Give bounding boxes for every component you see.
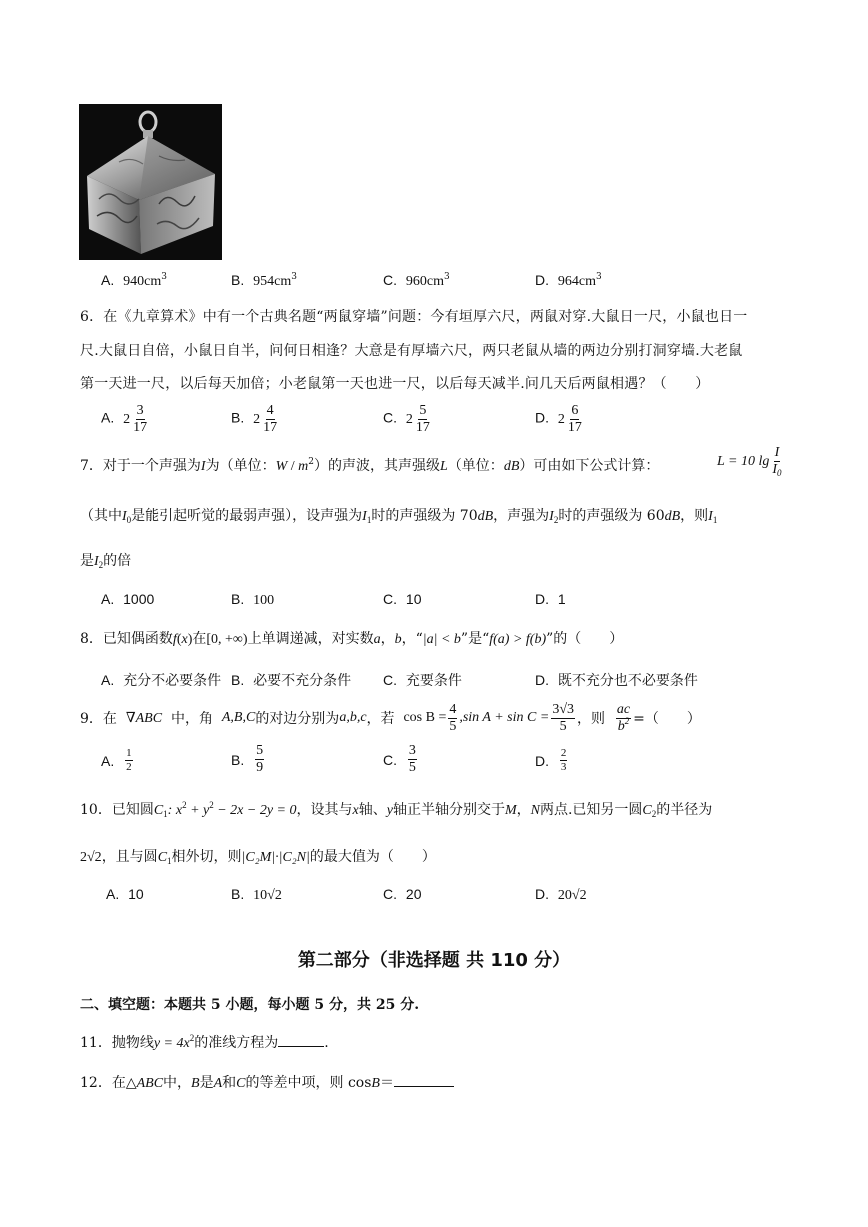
q6-option-b: B. 2 $\frac{4}{17}$: [231, 403, 278, 435]
q9-option-d: D. $\frac{2}{3}$: [535, 747, 567, 773]
q10-option-c: C. 20: [383, 886, 422, 902]
q9-option-a: A. $\frac{1}{2}$: [101, 747, 132, 773]
q5-option-a: A. $940cm^3$: [101, 272, 167, 289]
q9-option-c: C. $\frac{3}{5}$: [383, 743, 416, 775]
silver-box-photo: [79, 104, 222, 260]
q6-option-d: D. 2 $\frac{6}{17}$: [535, 403, 582, 435]
q6-line-2: 尺.大鼠日自倍，小鼠日自半，问何日相逢？大意是有厚墙六尺，两只老鼠从墙的两边分别打洞穿墙.大老鼠: [80, 343, 743, 359]
q7-option-d: D. 1: [535, 591, 566, 607]
q6-option-a: A. 2 $\frac{3}{17}$: [101, 403, 148, 435]
q9-option-b: B. $\frac{5}{9}$: [231, 743, 264, 775]
q12: 12．在△ABC中，B是A和C的等差中项，则 cosB＝: [80, 1072, 454, 1092]
q8-option-b: B. 必要不充分条件: [231, 672, 352, 689]
q7-line-1: 7．对于一个声强为I为（单位：W / $m^2$）的声波，其声强级L（单位：dB）可由如下公式计算：: [80, 457, 660, 474]
q7-option-a: A. 1000: [101, 591, 155, 607]
q7-line-2: （其中$I_0$是能引起听觉的最弱声强），设声强为$I_1$时的声强级为 70dB，声强为$I_2$时的声强级为 60dB，则$I_1$: [80, 508, 718, 525]
q10-line-1: 10．已知圆$C_1$: $x^2 + y^2 - 2x - 2y = 0$，设其与x轴、y轴正半轴分别交于M，N两点.已知另一圆$C_2$的半径为: [80, 800, 713, 819]
q8-option-a: A. 充分不必要条件: [101, 672, 222, 689]
q7-option-b: B. 100: [231, 591, 275, 608]
q5-option-c: C. $960cm^3$: [383, 272, 450, 289]
q9-stem: 9．在 ∇ABC 中，角 A,B,C 的对边分别为 a,b,c ，若 cos B = $\frac{4}{5}$ ,sin A + sin C = $\frac{3√3}{5}$ ，则 $\frac{ac}{b^2}$ =（ ）: [80, 701, 701, 734]
q10-option-b: B. 10√2: [231, 886, 282, 903]
q7-line-3: 是$I_2$的倍: [80, 553, 132, 570]
q8-option-d: D. 既不充分也不必要条件: [535, 672, 698, 689]
q8-stem: 8．已知偶函数f(x)在[0, +∞)上单调递减，对实数a，b，“|a| < b”是“f(a) > f(b)”的（ ）: [80, 631, 624, 647]
section-heading: 二、填空题：本题共 5 小题，每小题 5 分，共 25 分.: [80, 997, 420, 1013]
q7-formula: L = 10 lg $\frac{I}{I_0}$: [717, 445, 782, 478]
part2-title: 第二部分（非选择题 共 110 分）: [297, 950, 571, 971]
q6-line-3: 第一天进一尺，以后每天加倍；小老鼠第一天也进一尺，以后每天减半.问几天后两鼠相遇？（ ）: [80, 376, 710, 392]
q6-line-1: 6．在《九章算术》中有一个古典名题“两鼠穿墙”问题：今有垣厚六尺，两鼠对穿.大鼠日一尺，小鼠也日一: [80, 309, 748, 325]
q6-option-c: C. 2 $\frac{5}{17}$: [383, 403, 430, 435]
q8-option-c: C. 充要条件: [383, 672, 462, 689]
q10-option-a: A. 10: [106, 886, 144, 902]
q7-option-c: C. 10: [383, 591, 422, 607]
q5-option-b: B. $954cm^3$: [231, 272, 297, 289]
q10-line-2: 2√2，且与圆$C_1$相外切，则|C₂M|·|C₂N|的最大值为（ ）: [80, 849, 436, 866]
q11: 11．抛物线$y = 4x^2$的准线方程为 .: [80, 1033, 329, 1051]
q5-option-d: D. $964cm^3$: [535, 272, 602, 289]
q10-option-d: D. 20√2: [535, 886, 587, 903]
